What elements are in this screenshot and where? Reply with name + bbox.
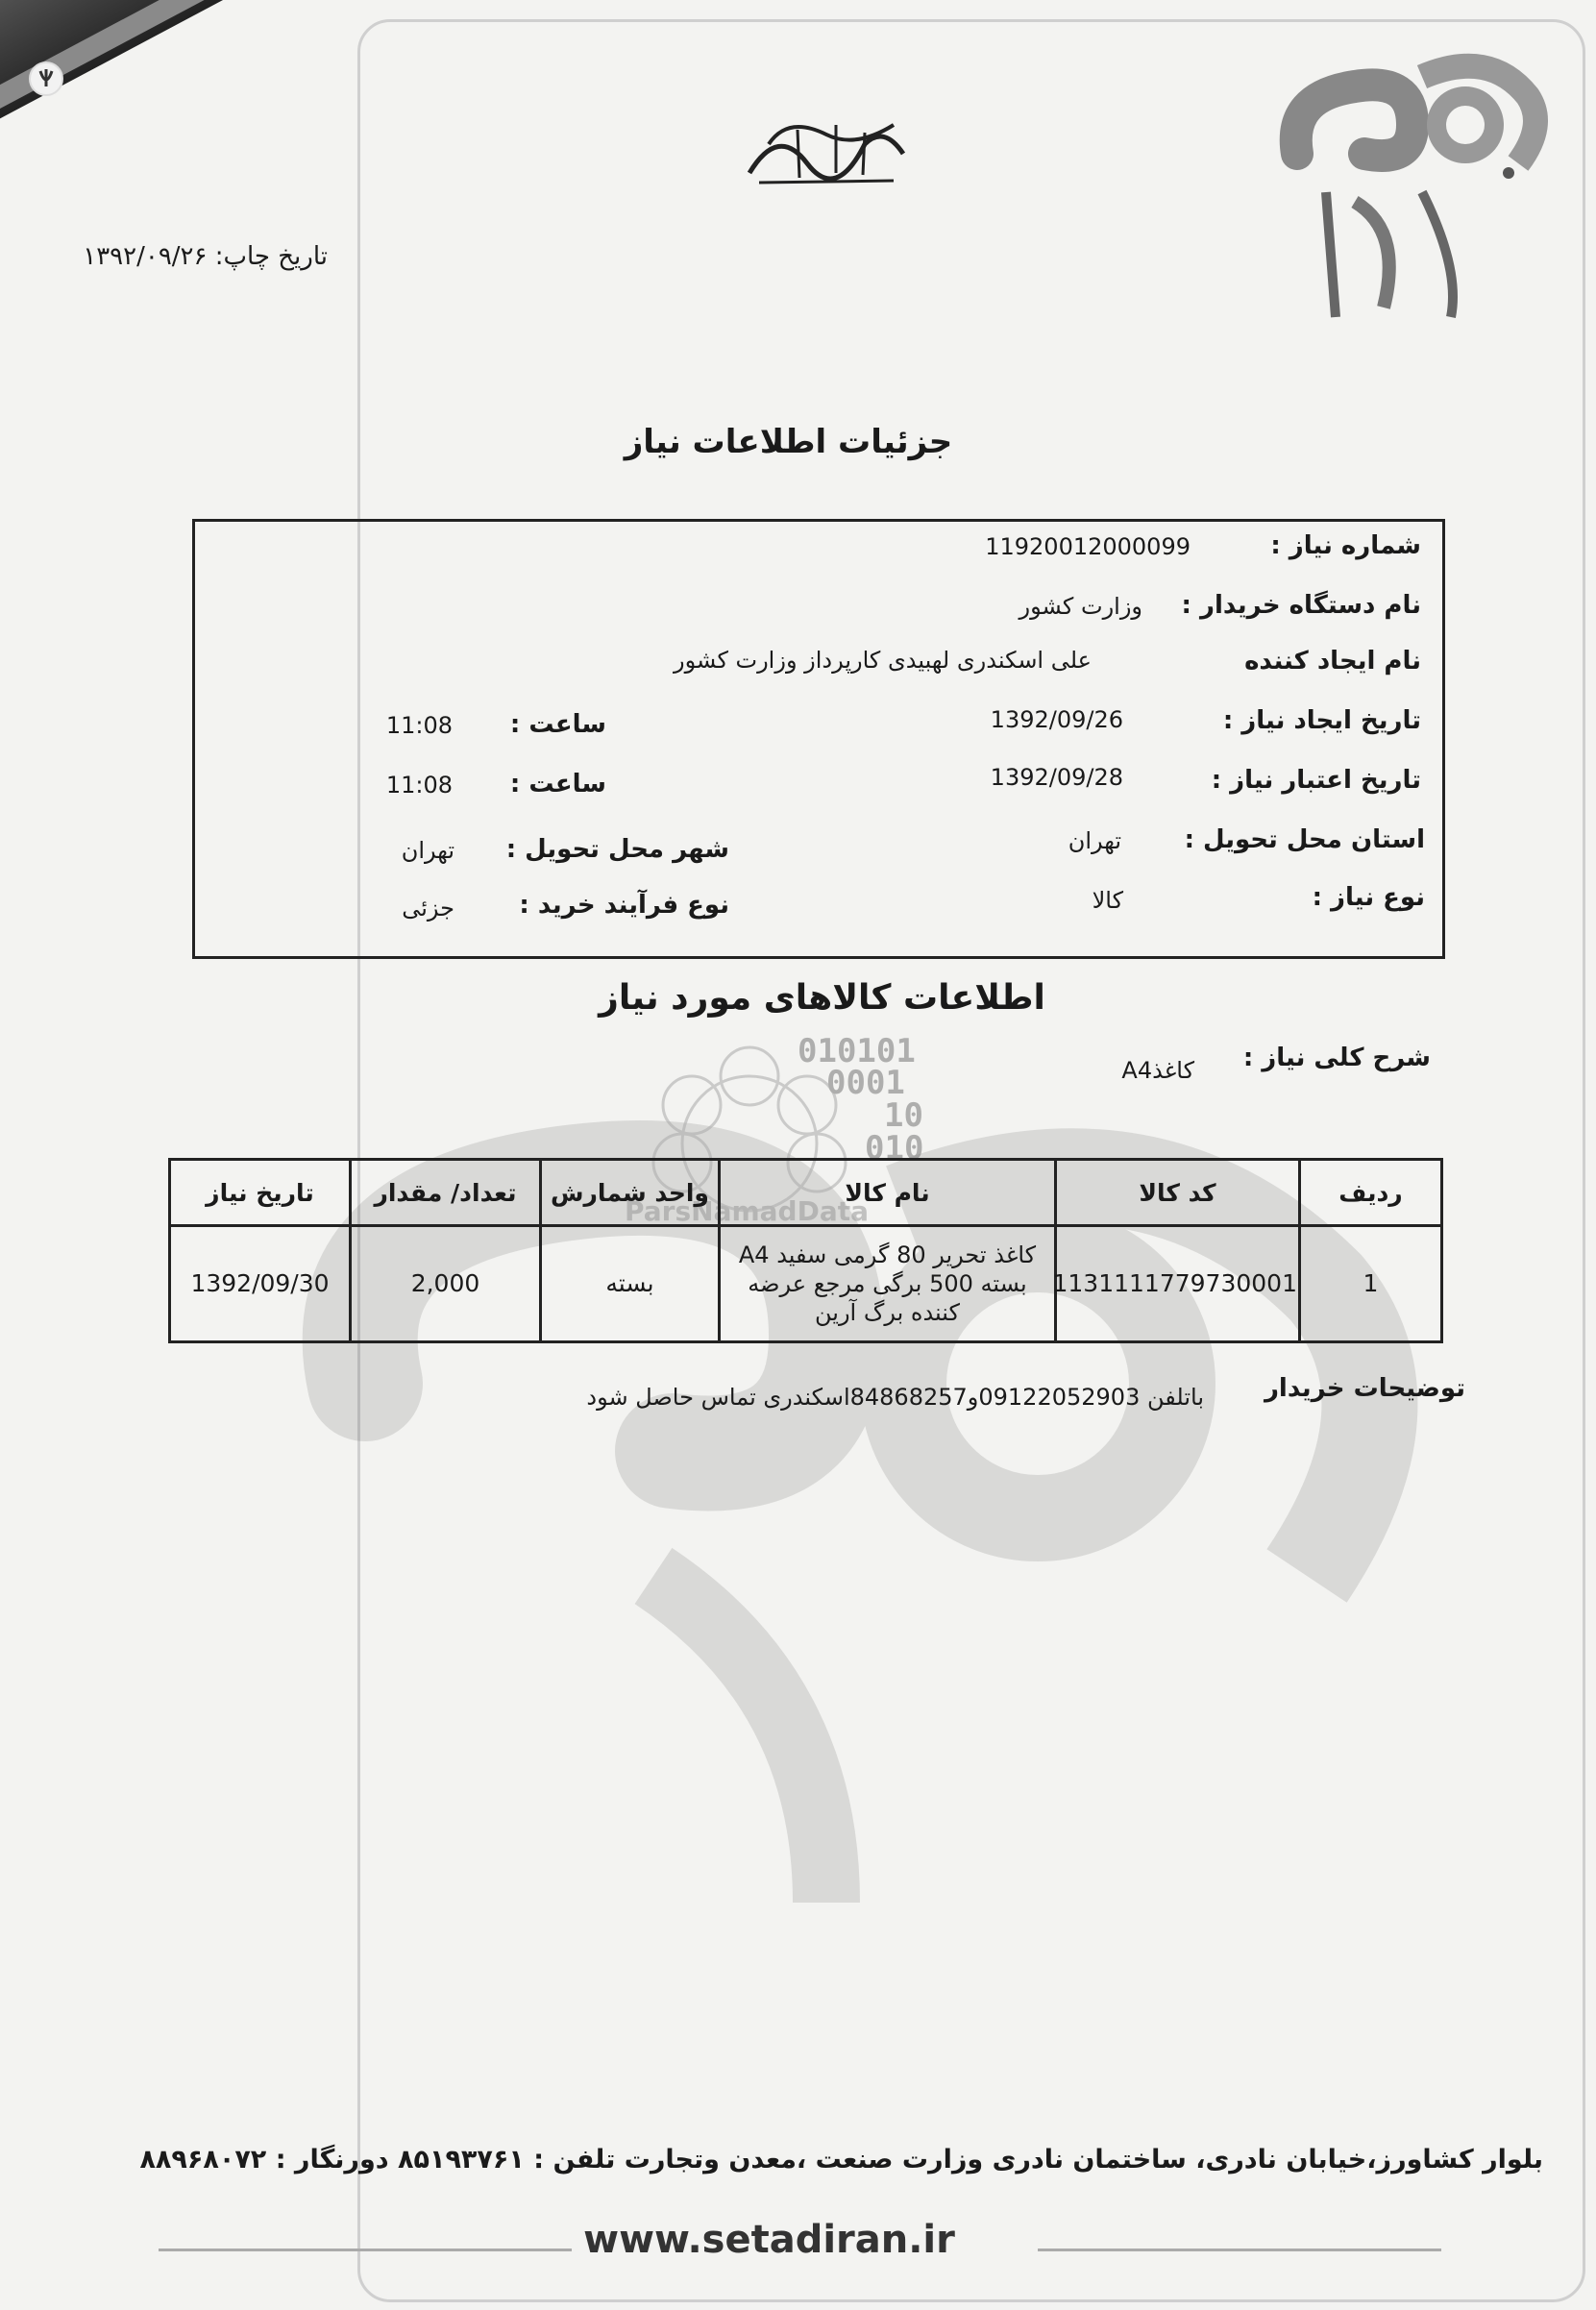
wm-parsnamad-text: ParsNamadData [625, 1195, 869, 1227]
need-type-value: کالا [1092, 887, 1123, 914]
page-title: جزئیات اطلاعات نیاز [624, 423, 953, 461]
buyer-org-value: وزارت کشور [1019, 593, 1142, 620]
buyer-org-label: نام دستگاه خریدار : [1181, 591, 1421, 620]
province-label: استان محل تحویل : [1184, 825, 1425, 854]
need-number-label: شماره نیاز : [1270, 531, 1421, 560]
valid-date-label: تاریخ اعتبار نیاز : [1211, 766, 1421, 795]
col-header-row-number: ردیف [1300, 1160, 1442, 1226]
table-header-row [170, 1160, 1442, 1226]
wm-digits-1: 010101 [798, 1032, 916, 1070]
col-header-unit: واحد شمارش [541, 1160, 720, 1226]
buyer-notes-label: توضیحات خریدار [1264, 1374, 1465, 1403]
cell-name: کاغذ تحریر 80 گرمی سفید A4 بسته 500 برگی مرجع عرضه کننده برگ آرین [720, 1226, 1056, 1342]
need-number-value: 11920012000099 [985, 533, 1191, 560]
valid-time-label: ساعت : [509, 770, 606, 799]
wm-digits-4: 010 [865, 1129, 924, 1167]
province-value: تهران [1068, 827, 1121, 854]
footer-url[interactable]: www.setadiran.ir [583, 2218, 955, 2262]
col-header-date: تاریخ نیاز [170, 1160, 351, 1226]
cell-row-number: 1 [1300, 1226, 1442, 1342]
created-date-value: 1392/09/26 [990, 706, 1123, 733]
purchase-type-value: جزئی [402, 895, 454, 922]
table-row [170, 1226, 1442, 1342]
summary-value: کاغذA4 [1121, 1057, 1194, 1084]
created-date-label: تاریخ ایجاد نیاز : [1222, 706, 1421, 735]
wm-digits-3: 10 [884, 1096, 923, 1135]
buyer-notes-text: باتلفن 09122052903و84868257اسکندری تماس حاصل شود [586, 1384, 1204, 1411]
need-type-label: نوع نیاز : [1312, 883, 1425, 912]
iran-emblem-icon [27, 60, 65, 98]
bismillah-calligraphy-icon [740, 106, 913, 192]
cell-code: 1131111779730001 [1056, 1226, 1300, 1342]
city-value: تهران [401, 837, 454, 864]
valid-date-value: 1392/09/28 [990, 764, 1123, 791]
purchase-type-label: نوع فرآیند خرید : [519, 891, 729, 920]
goods-table [168, 1158, 1443, 1343]
cell-unit: بسته [541, 1226, 720, 1342]
creator-label: نام ایجاد کننده [1244, 647, 1421, 676]
created-time-label: ساعت : [509, 710, 606, 739]
col-header-name: نام کالا [720, 1160, 1056, 1226]
city-label: شهر محل تحویل : [505, 835, 729, 864]
need-info-box [192, 519, 1445, 959]
cell-date: 1392/09/30 [170, 1226, 351, 1342]
footer-address: بلوار کشاورز،خیابان نادری، ساختمان نادری وزارت صنعت ،معدن وتجارت تلفن : ۸۵۱۹۳۷۶۱ دورنگار : ۸۸۹۶۸۰۷۲ [139, 2145, 1543, 2175]
valid-time-value: 11:08 [385, 772, 453, 799]
creator-value: علی اسکندری لهبیدی کارپرداز وزارت کشور [674, 647, 1092, 674]
col-header-quantity: تعداد/ مقدار [351, 1160, 541, 1226]
print-date: تاریخ چاپ: ۱۳۹۲/۰۹/۲۶ [83, 242, 328, 271]
summary-label: شرح کلی نیاز : [1242, 1044, 1431, 1072]
col-header-code: کد کالا [1056, 1160, 1300, 1226]
setad-logo-icon [1268, 38, 1557, 327]
wm-digits-2: 0001 [826, 1064, 905, 1102]
goods-title: اطلاعات کالاهای مورد نیاز [599, 978, 1045, 1018]
created-time-value: 11:08 [385, 712, 453, 739]
cell-quantity: 2,000 [351, 1226, 541, 1342]
